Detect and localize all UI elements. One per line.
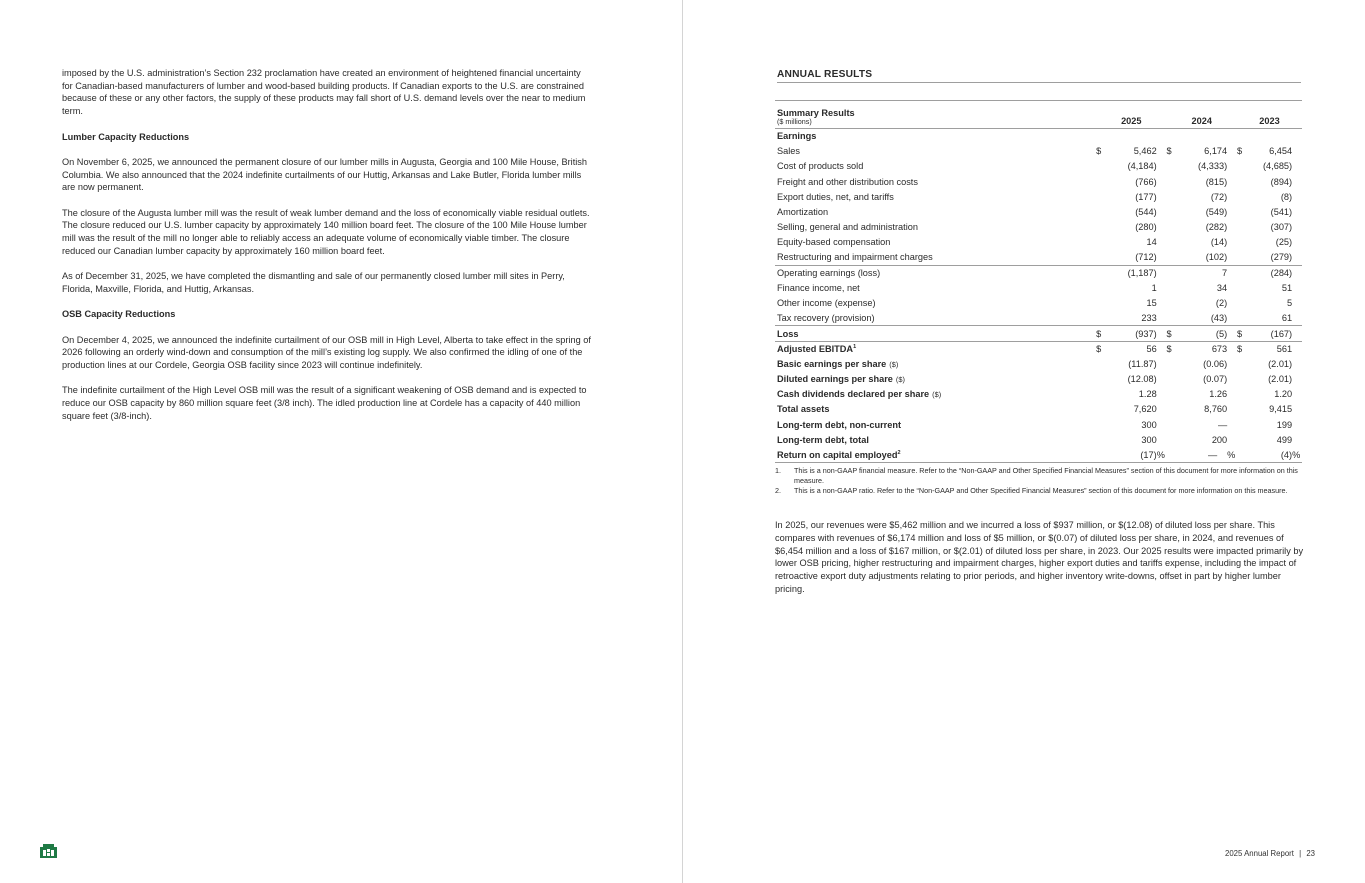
table-row bbox=[775, 265, 1302, 280]
currency-symbol bbox=[1167, 447, 1180, 462]
currency-symbol bbox=[1237, 447, 1250, 462]
paragraph-osb-2: The indefinite curtailment of the High Level OSB mill was the result of a significant weakening of OSB demand and is expected to reduce our OSB capacity by 860 million square feet (3/8 inch). The idled production line at Cordele has a capacity of 440 million square feet (3/8-inch). bbox=[62, 385, 587, 421]
section-title: ANNUAL RESULTS bbox=[777, 69, 1301, 83]
currency-symbol bbox=[1237, 280, 1250, 295]
row-label bbox=[775, 265, 1096, 280]
table-row bbox=[775, 144, 1302, 159]
currency-symbol bbox=[1096, 220, 1109, 235]
row-label bbox=[775, 159, 1096, 174]
value-2023: 199 bbox=[1276, 419, 1293, 430]
value-suffix bbox=[1292, 174, 1302, 189]
row-label bbox=[775, 204, 1096, 219]
currency-symbol bbox=[1167, 311, 1180, 326]
currency-symbol: $ bbox=[1167, 326, 1180, 341]
currency-symbol bbox=[1237, 311, 1250, 326]
value-suffix bbox=[1157, 235, 1167, 250]
currency-symbol bbox=[1237, 174, 1250, 189]
currency-symbol bbox=[1237, 432, 1250, 447]
right-page bbox=[683, 0, 1365, 883]
value-suffix: % bbox=[1157, 447, 1167, 462]
value-suffix bbox=[1292, 387, 1302, 402]
value-suffix bbox=[1157, 372, 1167, 387]
table-row bbox=[775, 296, 1302, 311]
value-2023: (894) bbox=[1270, 176, 1293, 187]
currency-symbol bbox=[1237, 356, 1250, 371]
row-label bbox=[775, 220, 1096, 235]
value-2024: (5) bbox=[1180, 326, 1227, 341]
currency-symbol bbox=[1167, 402, 1180, 417]
value-2025: (12.08) bbox=[1127, 374, 1157, 385]
row-label-text: Amortization bbox=[777, 207, 829, 218]
currency-symbol bbox=[1096, 265, 1109, 280]
currency-symbol bbox=[1237, 220, 1250, 235]
row-label bbox=[775, 417, 1096, 432]
row-label bbox=[775, 189, 1096, 204]
results-summary-paragraph: In 2025, our revenues were $5,462 million and we incurred a loss of $937 million, or $(12.08) of diluted loss per share. This compares with revenues of $6,174 million and loss of $5 million, or $(0.07) of diluted loss per share, in 2024, and revenues of $6,454 million and a loss of $167 million, or $(2.01) of diluted loss per share, in 2023. Our 2025 results were impacted primarily by lower OSB pricing, higher restructuring and impairment charges, higher export duties and tariffs expense, including the impact of retroactive export duty adjustments relating to prior periods, and higher inventory write-downs, offset in part by higher lumber pricing. bbox=[775, 520, 1304, 594]
row-label-text: Equity-based compensation bbox=[777, 237, 891, 248]
value-suffix bbox=[1157, 387, 1167, 402]
year-2025-header: 2025 bbox=[1096, 101, 1166, 129]
row-label-text: Loss bbox=[777, 328, 799, 339]
value-2024: (815) bbox=[1205, 176, 1228, 187]
value-suffix bbox=[1227, 341, 1237, 356]
value-suffix bbox=[1227, 356, 1237, 371]
value-2025: (766) bbox=[1135, 176, 1157, 187]
value-suffix bbox=[1227, 220, 1237, 235]
row-label-text: Restructuring and impairment charges bbox=[777, 252, 933, 263]
row-label bbox=[775, 280, 1096, 295]
value-2025: 1 bbox=[1151, 282, 1157, 293]
paragraph-lumber-2: The closure of the Augusta lumber mill was the result of weak lumber demand and the loss of economically viable residual outlets. The closure reduced our U.S. lumber capacity by approximately 140 million board feet. The closure of the 100 Mile House lumber mill was the result of the mill no longer able to reliably access an adequate volume of economically viable timber. The closure reduced our Canadian lumber capacity by approximately 160 million board feet. bbox=[62, 207, 590, 256]
currency-symbol bbox=[1096, 204, 1109, 219]
value-suffix bbox=[1157, 265, 1167, 280]
row-label-text: Cash dividends declared per share bbox=[777, 389, 930, 400]
value-suffix bbox=[1227, 250, 1237, 265]
earnings-group-row bbox=[775, 129, 1302, 144]
currency-symbol bbox=[1096, 387, 1109, 402]
value-suffix bbox=[1157, 189, 1167, 204]
currency-symbol bbox=[1237, 250, 1250, 265]
value-suffix bbox=[1292, 204, 1302, 219]
value-suffix bbox=[1292, 402, 1302, 417]
value-suffix bbox=[1292, 417, 1302, 432]
value-suffix bbox=[1157, 204, 1167, 219]
value-2023: 61 bbox=[1281, 313, 1293, 324]
table-row bbox=[775, 250, 1302, 265]
currency-symbol bbox=[1096, 432, 1109, 447]
row-label bbox=[775, 250, 1096, 265]
value-suffix bbox=[1227, 144, 1237, 159]
value-2024: 1.26 bbox=[1209, 389, 1228, 400]
currency-symbol bbox=[1096, 447, 1109, 462]
currency-symbol bbox=[1237, 235, 1250, 250]
value-suffix bbox=[1292, 372, 1302, 387]
value-suffix bbox=[1292, 235, 1302, 250]
currency-symbol bbox=[1096, 280, 1109, 295]
table-row bbox=[775, 174, 1302, 189]
currency-symbol: $ bbox=[1237, 146, 1243, 157]
value-suffix bbox=[1292, 311, 1302, 326]
summary-results-title: Summary Results bbox=[777, 108, 855, 118]
value-2024: (0.07) bbox=[1203, 374, 1228, 385]
table-row bbox=[775, 189, 1302, 204]
row-label-text: Freight and other distribution costs bbox=[777, 176, 918, 187]
value-suffix bbox=[1292, 189, 1302, 204]
value-suffix bbox=[1292, 144, 1302, 159]
value-suffix bbox=[1227, 235, 1237, 250]
page-number: 23 bbox=[1306, 849, 1315, 858]
value-2025: 300 bbox=[1141, 419, 1157, 430]
row-unit: ($) bbox=[932, 390, 942, 400]
footnote-number: 1. bbox=[775, 466, 781, 475]
currency-symbol bbox=[1167, 250, 1180, 265]
row-label bbox=[775, 372, 1096, 387]
value-suffix bbox=[1157, 341, 1167, 356]
footer-separator: | bbox=[1299, 849, 1302, 858]
currency-symbol: $ bbox=[1237, 341, 1250, 356]
currency-symbol bbox=[1096, 159, 1109, 174]
value-suffix bbox=[1157, 432, 1167, 447]
currency-symbol bbox=[1167, 280, 1180, 295]
value-suffix bbox=[1227, 387, 1237, 402]
table-row bbox=[775, 356, 1302, 371]
table-row bbox=[775, 326, 1302, 341]
value-suffix: % bbox=[1292, 447, 1302, 462]
value-2023: (2.01) bbox=[1268, 374, 1293, 385]
row-label-text: Total assets bbox=[777, 404, 830, 415]
value-2024: 7 bbox=[1180, 265, 1227, 280]
value-suffix bbox=[1157, 402, 1167, 417]
row-label-text: Adjusted EBITDA bbox=[777, 344, 854, 354]
footnotes bbox=[775, 466, 1302, 497]
value-2025: (937) bbox=[1109, 326, 1156, 341]
footnote-text: This is a non-GAAP ratio. Refer to the “Non-GAAP and Other Specified Financial Measures” section of this document for more information on this measure. bbox=[794, 486, 1288, 496]
value-2024: (0.06) bbox=[1203, 358, 1228, 369]
report-name: 2025 Annual Report bbox=[1225, 849, 1294, 858]
value-2024: — bbox=[1217, 419, 1228, 430]
value-2023: (279) bbox=[1270, 252, 1293, 263]
currency-symbol bbox=[1096, 417, 1109, 432]
value-2025: 56 bbox=[1109, 341, 1156, 356]
currency-symbol: $ bbox=[1096, 341, 1109, 356]
row-label-text: Long-term debt, total bbox=[777, 434, 869, 445]
currency-symbol bbox=[1167, 387, 1180, 402]
value-suffix bbox=[1157, 356, 1167, 371]
currency-symbol: $ bbox=[1096, 326, 1109, 341]
row-label bbox=[775, 402, 1096, 417]
value-2023: (4,685) bbox=[1262, 161, 1293, 172]
table-row bbox=[775, 447, 1302, 462]
currency-symbol bbox=[1167, 174, 1180, 189]
currency-symbol bbox=[1096, 189, 1109, 204]
value-2025: 15 bbox=[1146, 298, 1157, 309]
value-2024: (2) bbox=[1215, 298, 1228, 309]
value-suffix bbox=[1292, 280, 1302, 295]
row-label bbox=[775, 174, 1096, 189]
value-2025: (544) bbox=[1135, 207, 1157, 218]
value-2024: 6,174 bbox=[1204, 146, 1228, 157]
value-suffix bbox=[1292, 296, 1302, 311]
table-row bbox=[775, 204, 1302, 219]
company-logo-icon bbox=[40, 844, 57, 858]
table-row bbox=[775, 417, 1302, 432]
row-label-text: Cost of products sold bbox=[777, 161, 864, 172]
value-2023: 9,415 bbox=[1269, 404, 1293, 415]
value-2025: 14 bbox=[1146, 237, 1157, 248]
heading-osb-capacity: OSB Capacity Reductions bbox=[62, 309, 176, 320]
currency-symbol bbox=[1096, 296, 1109, 311]
value-suffix bbox=[1227, 372, 1237, 387]
table-row bbox=[775, 432, 1302, 447]
row-label bbox=[775, 326, 1096, 341]
value-suffix bbox=[1292, 326, 1302, 341]
table-row bbox=[775, 159, 1302, 174]
currency-symbol bbox=[1096, 402, 1109, 417]
value-suffix bbox=[1157, 250, 1167, 265]
value-2023: 499 bbox=[1276, 434, 1293, 445]
year-2024-header: 2024 bbox=[1167, 101, 1237, 129]
currency-symbol bbox=[1167, 204, 1180, 219]
value-2023: (25) bbox=[1275, 237, 1293, 248]
row-label-text: Export duties, net, and tariffs bbox=[777, 191, 894, 202]
row-label-text: Operating earnings (loss) bbox=[777, 268, 881, 279]
table-row bbox=[775, 280, 1302, 295]
value-2025: 7,620 bbox=[1133, 404, 1157, 415]
row-label-text: Diluted earnings per share bbox=[777, 374, 893, 385]
row-label bbox=[775, 296, 1096, 311]
paragraph-osb-1: On December 4, 2025, we announced the indefinite curtailment of our OSB mill in High Level, Alberta to take effect in the spring of 2026 following an orderly wind-down and consumption of the mill’s existing log supply. We also confirmed the idling of one of the production lines at our Cordele, Georgia OSB facility since 2023 will continue indefinitely. bbox=[62, 334, 591, 371]
value-2023: (8) bbox=[1280, 191, 1293, 202]
value-suffix bbox=[1292, 432, 1302, 447]
value-suffix bbox=[1227, 326, 1237, 341]
currency-symbol bbox=[1167, 296, 1180, 311]
value-2025: 233 bbox=[1141, 313, 1157, 324]
value-suffix bbox=[1157, 326, 1167, 341]
table-row bbox=[775, 387, 1302, 402]
year-2023-header: 2023 bbox=[1237, 101, 1302, 129]
value-suffix bbox=[1227, 296, 1237, 311]
value-suffix bbox=[1157, 311, 1167, 326]
value-suffix bbox=[1157, 296, 1167, 311]
currency-symbol bbox=[1167, 432, 1180, 447]
value-2023: (167) bbox=[1250, 326, 1292, 341]
row-label bbox=[775, 144, 1096, 159]
value-suffix bbox=[1157, 417, 1167, 432]
paragraph-lumber-1: On November 6, 2025, we announced the permanent closure of our lumber mills in Augusta, Georgia and 100 Mile House, British Columbia. We also announced that the 2024 indefinite curtailments of our Huttig, Arkansas and Lake Butler, Florida lumber mills are now permanent. bbox=[62, 156, 587, 193]
value-suffix bbox=[1157, 144, 1167, 159]
value-2024: (72) bbox=[1210, 191, 1228, 202]
value-2024: (549) bbox=[1205, 207, 1228, 218]
row-label bbox=[775, 447, 1096, 462]
value-suffix bbox=[1227, 402, 1237, 417]
value-suffix bbox=[1157, 174, 1167, 189]
footnote-1 bbox=[775, 466, 1302, 486]
value-2024: — bbox=[1180, 447, 1227, 462]
row-unit: ($) bbox=[895, 375, 905, 385]
page-footer bbox=[1225, 849, 1315, 858]
row-label bbox=[775, 311, 1096, 326]
value-suffix bbox=[1227, 311, 1237, 326]
value-2023: 5 bbox=[1286, 298, 1293, 309]
value-2024: 34 bbox=[1216, 282, 1228, 293]
value-suffix bbox=[1227, 265, 1237, 280]
row-unit: ($) bbox=[889, 359, 899, 369]
currency-symbol: $ bbox=[1167, 341, 1180, 356]
value-2025: (11.87) bbox=[1128, 358, 1157, 369]
value-2024: (14) bbox=[1210, 237, 1228, 248]
value-2023: 51 bbox=[1281, 282, 1293, 293]
table-header-row bbox=[775, 101, 1302, 129]
currency-symbol bbox=[1237, 296, 1250, 311]
table-row bbox=[775, 372, 1302, 387]
currency-symbol bbox=[1237, 372, 1250, 387]
footnote-marker: 1 bbox=[853, 343, 857, 350]
value-2025: (177) bbox=[1135, 191, 1157, 202]
table-row bbox=[775, 402, 1302, 417]
currency-symbol bbox=[1096, 235, 1109, 250]
left-body-text bbox=[62, 67, 592, 435]
value-suffix bbox=[1157, 159, 1167, 174]
table-row bbox=[775, 341, 1302, 356]
row-label-text: Basic earnings per share bbox=[777, 358, 887, 369]
value-suffix bbox=[1292, 265, 1302, 280]
value-2024: 673 bbox=[1180, 341, 1227, 356]
currency-symbol bbox=[1167, 235, 1180, 250]
currency-symbol bbox=[1096, 311, 1109, 326]
footnote-text: This is a non-GAAP financial measure. Refer to the “Non-GAAP and Other Specified Financial Measures” section of this document for more information on this measure. bbox=[794, 466, 1298, 486]
currency-symbol bbox=[1237, 402, 1250, 417]
footnote-2 bbox=[775, 486, 1302, 496]
currency-symbol bbox=[1237, 189, 1250, 204]
summary-results-unit: ($ millions) bbox=[777, 117, 812, 126]
summary-results-table bbox=[775, 100, 1302, 463]
row-label-text: Tax recovery (provision) bbox=[777, 313, 875, 324]
currency-symbol bbox=[1237, 159, 1250, 174]
row-label-text: Other income (expense) bbox=[777, 298, 876, 309]
value-suffix bbox=[1227, 204, 1237, 219]
row-label-text: Sales bbox=[777, 146, 800, 157]
value-suffix bbox=[1157, 220, 1167, 235]
currency-symbol bbox=[1167, 372, 1180, 387]
left-page bbox=[0, 0, 682, 883]
currency-symbol bbox=[1096, 250, 1109, 265]
value-2024: 200 bbox=[1211, 434, 1228, 445]
currency-symbol bbox=[1167, 159, 1180, 174]
currency-symbol bbox=[1167, 189, 1180, 204]
row-label bbox=[775, 235, 1096, 250]
table-row bbox=[775, 235, 1302, 250]
currency-symbol bbox=[1096, 356, 1109, 371]
value-2025: (17) bbox=[1109, 447, 1156, 462]
row-label-text: Long-term debt, non-current bbox=[777, 419, 902, 430]
currency-symbol bbox=[1167, 417, 1180, 432]
value-suffix: % bbox=[1227, 447, 1237, 462]
value-2025: (712) bbox=[1135, 252, 1157, 263]
row-label bbox=[775, 356, 1096, 371]
value-suffix bbox=[1227, 432, 1237, 447]
currency-symbol bbox=[1167, 356, 1180, 371]
paragraph-intro: imposed by the U.S. administration’s Section 232 proclamation have created an environment of heightened financial uncertainty for Canadian-based manufacturers of lumber and wood-based building products. If Canadian exports to the U.S. are constrained because of these or any other factors, the supply of these products may fall short of U.S. demand levels over the near to medium term. bbox=[62, 68, 586, 117]
row-label-text: Finance income, net bbox=[777, 282, 860, 293]
value-suffix bbox=[1227, 174, 1237, 189]
value-2024: (282) bbox=[1205, 222, 1228, 233]
footnote-marker: 2 bbox=[897, 449, 901, 456]
currency-symbol bbox=[1167, 265, 1180, 280]
footnote-number: 2. bbox=[775, 486, 781, 496]
value-2025: 300 bbox=[1141, 434, 1157, 445]
row-label bbox=[775, 387, 1096, 402]
value-2023: 561 bbox=[1250, 341, 1292, 356]
value-suffix bbox=[1292, 250, 1302, 265]
row-label bbox=[775, 432, 1096, 447]
paragraph-lumber-3: As of December 31, 2025, we have completed the dismantling and sale of our permanently closed lumber mill sites in Perry, Florida, Maxville, Florida, and Huttig, Arkansas. bbox=[62, 271, 565, 294]
value-2025: (280) bbox=[1135, 222, 1157, 233]
table-row bbox=[775, 311, 1302, 326]
table-header-label bbox=[775, 101, 1096, 129]
row-label-text: Return on capital employed bbox=[777, 449, 898, 460]
value-2025: 5,462 bbox=[1133, 146, 1157, 157]
value-2023: (284) bbox=[1250, 265, 1292, 280]
value-suffix bbox=[1157, 280, 1167, 295]
value-suffix bbox=[1227, 417, 1237, 432]
value-suffix bbox=[1227, 280, 1237, 295]
value-2025: (4,184) bbox=[1127, 161, 1157, 172]
value-2025: (1,187) bbox=[1109, 265, 1156, 280]
heading-lumber-capacity: Lumber Capacity Reductions bbox=[62, 131, 190, 142]
value-suffix bbox=[1227, 189, 1237, 204]
currency-symbol bbox=[1237, 204, 1250, 219]
value-2023: (2.01) bbox=[1268, 358, 1293, 369]
currency-symbol bbox=[1167, 220, 1180, 235]
currency-symbol: $ bbox=[1166, 146, 1172, 157]
earnings-group-label: Earnings bbox=[777, 131, 817, 142]
value-2024: (43) bbox=[1210, 313, 1228, 324]
currency-symbol bbox=[1237, 417, 1250, 432]
value-2024: 8,760 bbox=[1204, 404, 1228, 415]
value-2023: (541) bbox=[1270, 207, 1293, 218]
value-2023: (4) bbox=[1250, 447, 1292, 462]
currency-symbol: $ bbox=[1237, 326, 1250, 341]
value-2025: 1.28 bbox=[1138, 389, 1157, 400]
currency-symbol bbox=[1096, 372, 1109, 387]
currency-symbol: $ bbox=[1096, 146, 1102, 157]
value-suffix bbox=[1227, 159, 1237, 174]
value-suffix bbox=[1292, 356, 1302, 371]
row-label-text: Selling, general and administration bbox=[777, 222, 918, 233]
value-suffix bbox=[1292, 341, 1302, 356]
value-2024: (102) bbox=[1205, 252, 1228, 263]
value-2023: 1.20 bbox=[1274, 389, 1293, 400]
value-suffix bbox=[1292, 220, 1302, 235]
currency-symbol bbox=[1237, 387, 1250, 402]
row-label bbox=[775, 341, 1096, 356]
currency-symbol bbox=[1096, 174, 1109, 189]
currency-symbol bbox=[1237, 265, 1250, 280]
value-2023: (307) bbox=[1270, 222, 1293, 233]
table-row bbox=[775, 220, 1302, 235]
value-2023: 6,454 bbox=[1269, 146, 1293, 157]
value-2024: (4,333) bbox=[1198, 161, 1228, 172]
value-suffix bbox=[1292, 159, 1302, 174]
